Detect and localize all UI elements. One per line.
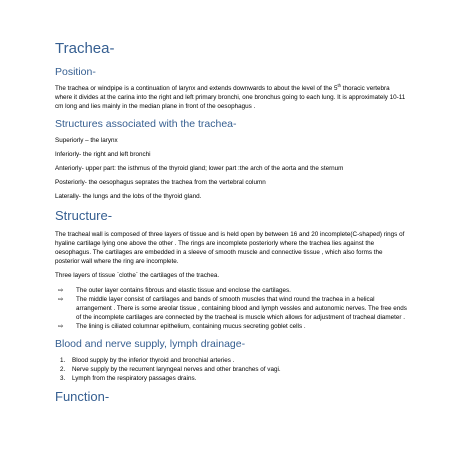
layers-list [55,286,408,332]
position-text-b: thoracic vertebra where it divides at the carina into the right and left primary bronchi, one bronchus going to each lung. It is approximately 10-11 cm long and lies mainly in the median plane in front of the oesophagus . [55,85,406,111]
list-number: 1. [60,356,66,364]
list-number: 2. [60,365,66,373]
list-item [55,356,408,365]
structures-heading: Structures associated with the trachea- [55,117,237,130]
position-text-a: The trachea or windpipe is a continuation of larynx and extends downwards to about the level of the 5 [55,85,338,92]
function-heading: Function- [55,389,110,405]
layer-lining-text: The lining is ciliated columnar epithelium, containing mucus secreting goblet cells . [76,323,306,331]
list-item [55,295,408,323]
structures-item-superiorly: Superiorly – the larynx [55,136,118,144]
position-paragraph [55,84,408,112]
structures-item-inferiorly: Inferiorly- the right and left bronchi [55,150,151,158]
supply-item-text: Blood supply by the inferior thyroid and bronchial arteries . [72,356,235,364]
layers-intro: Three layers of tissue `clothe` the cartilages of the trachea. [55,272,220,280]
list-item [55,365,408,374]
supply-item-text: Nerve supply by the recurrent laryngeal nerves and other branches of vagi. [72,365,281,373]
position-text-superscript: th [337,82,341,88]
structure-heading: Structure- [55,207,113,223]
structures-item-laterally: Laterally- the lungs and the lobs of the thyroid gland. [55,193,202,201]
layer-outer-text: The outer layer contains fibrous and elastic tissue and enclose the cartilages. [76,286,291,294]
list-item [55,374,408,383]
list-item [55,286,408,295]
document-title: Trachea- [55,40,115,57]
list-item [55,322,408,331]
structures-item-anteriorly: Anteriorly- upper part: the isthmus of the thyroid gland; lower part :the arch of the aorta and the sternum [55,165,344,173]
structure-paragraph: The tracheal wall is composed of three layers of tissue and is held open by between 16 and 20 incomplete(C-shaped) rings of hyaline cartilage lying one above the other . The rings are incomplete posteriorly where the trachea lies against the oesophagus. The cartilages are embedded in a sleeve of smooth muscle and connective tissue , which also forms the posterior wall where the ring are incomplete. [55,230,405,266]
layer-middle-text: The middle layer consist of cartilages and bands of smooth muscles that wind round the trachea in a helical arrangement . There is some areolar tissue , containing blood and lymph vessles and autonomic nerves. The free ends of the incomplete cartilages are connected by the tracheal is muscle which allows for adjustment of tracheal diameter . [76,295,407,322]
structures-item-posteriorly: Posteriorly- the oesophagus seprates the trachea from the vertebral column [55,179,266,187]
supply-list [55,356,408,384]
supply-item-text: Lymph from the respiratory passages drains. [72,375,197,383]
arrow-right-icon: ⇨ [58,323,64,331]
arrow-right-icon: ⇨ [58,295,64,303]
arrow-right-icon: ⇨ [58,286,64,294]
position-heading: Position- [55,66,96,78]
list-number: 3. [60,375,66,383]
supply-heading: Blood and nerve supply, lymph drainage- [55,337,246,350]
